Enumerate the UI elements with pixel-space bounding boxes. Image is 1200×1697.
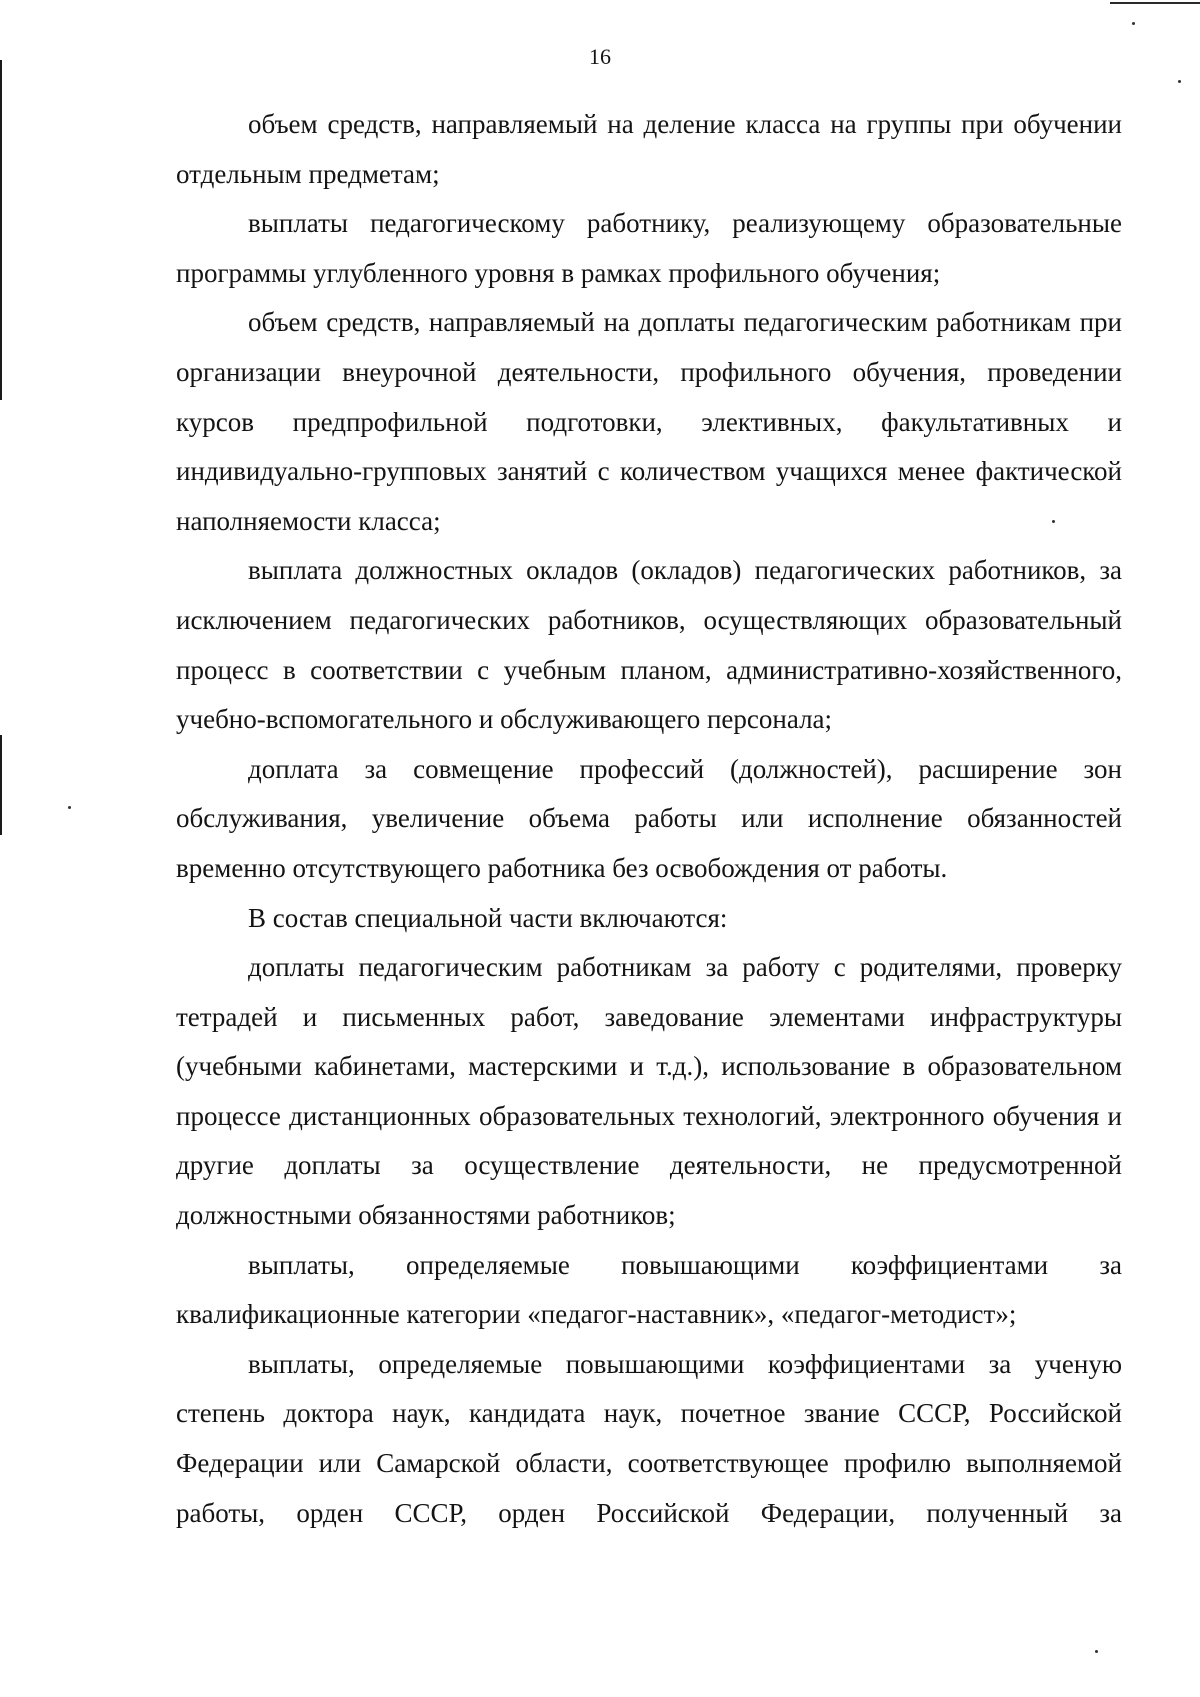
scan-edge-line [1110,2,1200,4]
scan-speck [1178,80,1181,83]
paragraph: выплаты, определяемые повышающими коэффициентами за ученую степень доктора наук, кандидата наук, почетное звание СССР, Российской Федерации или Самарской области, соответствующее профилю выполняемой работы, орден СССР, орден Российской Федерации, полученный за [176,1348,1122,1528]
scan-speck [68,806,71,809]
scan-speck [1132,22,1135,25]
paragraph: выплаты, определяемые повышающими коэффициентами за квалификационные категории «педагог-наставник», «педагог-методист»; [176,1249,1122,1330]
body-text [176,100,1122,1538]
paragraph: объем средств, направляемый на доплаты педагогическим работникам при организации внеурочной деятельности, профильного обучения, проведении курсов предпрофильной подготовки, элективных, факультативных и индивидуально-групповых занятий с количеством учащихся менее фактической наполняемости класса; [176,307,1122,536]
paragraph: В состав специальной части включаются: [248,902,728,933]
paragraph: доплаты педагогическим работникам за работу с родителями, проверку тетрадей и письменных работ, заведование элементами инфраструктуры (учебными кабинетами, мастерскими и т.д.), использование в образовательном процессе дистанционных образовательных технологий, электронного обучения и другие доплаты за осуществление деятельности, не предусмотренной должностными обязанностями работников; [176,952,1122,1231]
scan-margin-line-top [0,60,2,400]
paragraph: выплата должностных окладов (окладов) педагогических работников, за исключением педагогических работников, осуществляющих образовательный процесс в соответствии с учебным планом, административно-хозяйственного, учебно-вспомогательного и обслуживающего персонала; [176,555,1122,735]
scan-margin-line-bottom [0,735,2,835]
paragraph: доплата за совмещение профессий (должностей), расширение зон обслуживания, увеличение объема работы или исполнение обязанностей временно отсутствующего работника без освобождения от работы. [176,753,1122,883]
paragraph: выплаты педагогическому работнику, реализующему образовательные программы углубленного уровня в рамках профильного обучения; [176,208,1122,288]
paragraph: объем средств, направляемый на деление класса на группы при обучении отдельным предметам; [176,109,1122,189]
scan-speck [1095,1650,1098,1653]
page-number: 16 [589,44,611,69]
